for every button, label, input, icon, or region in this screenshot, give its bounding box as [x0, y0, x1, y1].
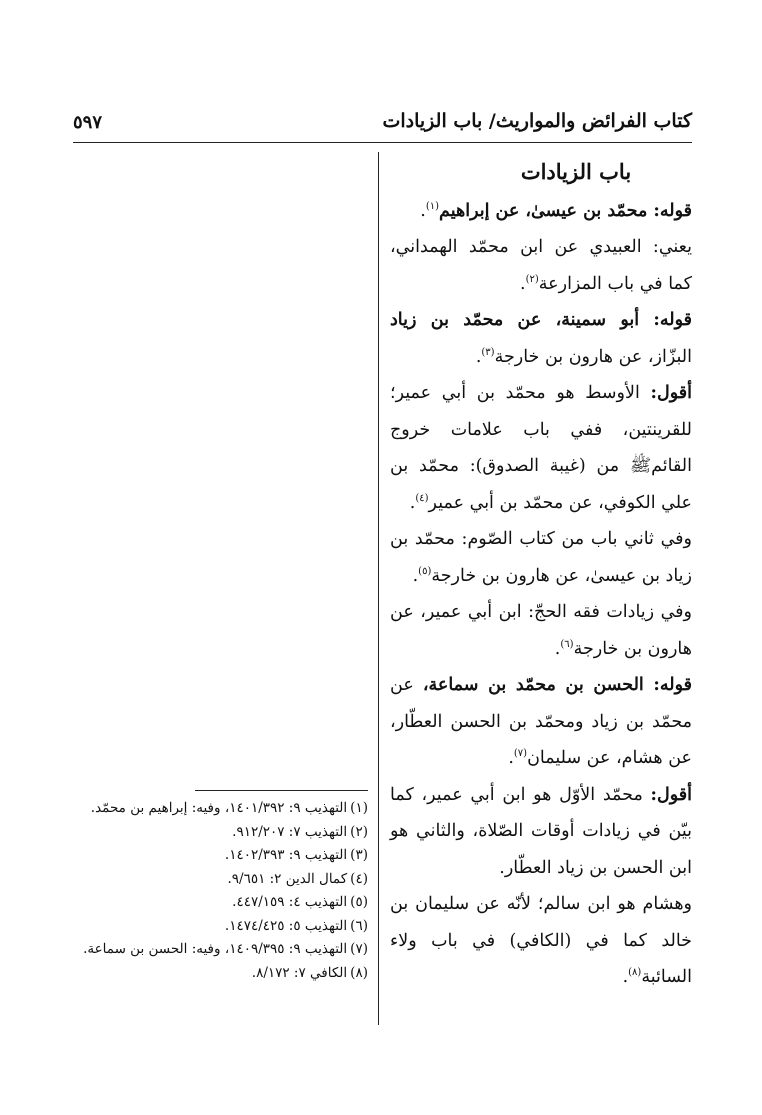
footnote: [70, 891, 368, 915]
paragraph: [390, 886, 692, 996]
footnote-number: (٤): [350, 870, 368, 887]
paragraph-text: البزّاز، عن هارون بن خارجة: [494, 346, 692, 367]
paragraph-tail: .: [520, 273, 526, 294]
paragraph-lead: قوله: محمّد بن عيسىٰ، عن إبراهيم: [439, 200, 692, 221]
footnote: [70, 844, 368, 868]
footnote-text: التهذيب ٩: ١٤٠٢/٣٩٣.: [224, 847, 348, 863]
footnote-rule: [195, 790, 368, 791]
paragraph-tail: .: [554, 638, 561, 659]
footnote-text: التهذيب ٩: ١٤٠١/٣٩٢، وفيه: إبراهيم بن محمّد.: [90, 800, 348, 816]
paragraph-tail: .: [409, 492, 416, 513]
paragraph-text: وفي زيادات فقه الحجّ: ابن أبي عمير، عن هارون بن خارجة: [390, 602, 692, 659]
paragraph: [390, 193, 692, 230]
footnote-ref: (٨): [628, 967, 642, 978]
paragraph-tail: .: [412, 565, 419, 586]
footnote-ref: (١): [425, 200, 440, 212]
page-number: ٥٩٧: [73, 112, 103, 133]
paragraph-text: وفي ثاني باب من كتاب الصّوم: محمّد بن زياد بن عيسىٰ، عن هارون بن خارجة: [390, 529, 692, 586]
footnote-text: التهذيب ٧: ٩١٢/٢٠٧.: [232, 823, 348, 840]
footnote-number: (١): [350, 800, 368, 816]
footnote-ref: (٥): [418, 565, 432, 577]
footnote-number: (٥): [350, 894, 368, 910]
footnote-ref: (٦): [560, 638, 574, 650]
header-rule: [73, 142, 692, 143]
paragraph-tail: .: [622, 967, 629, 987]
column-divider: [378, 152, 379, 1025]
paragraph: [390, 302, 692, 375]
footnote-text: الكافي ٧: ٨/١٧٢.: [251, 964, 348, 981]
footnote-text: التهذيب ٤: ٤٤٧/١٥٩.: [232, 894, 348, 910]
paragraph-text: يعني: العبيدي عن ابن محمّد الهمداني، كما في باب المزارعة: [390, 237, 692, 294]
footnote-number: (٨): [350, 964, 368, 981]
footnote: [70, 821, 368, 845]
paragraph-text: عن محمّد بن زياد ومحمّد بن الحسن العطّار، عن هشام، عن سليمان: [390, 675, 692, 768]
footnote-number: (٧): [350, 941, 368, 957]
paragraph-lead: قوله: الحسن بن محمّد بن سماعة،: [422, 675, 692, 695]
paragraph: [390, 667, 692, 777]
footnotes: [70, 797, 368, 985]
footnote: [70, 938, 368, 962]
running-title: كتاب الفرائض والمواريث/ باب الزيادات: [382, 110, 692, 132]
section-title: باب الزيادات: [520, 159, 632, 184]
footnote-number: (٦): [350, 917, 368, 934]
paragraph-text: وهشام هو ابن سالم؛ لأنّه عن سليمان بن خالد كما في (الكافي) في باب ولاء السائبة: [390, 894, 692, 987]
paragraph: [390, 229, 692, 302]
footnote-number: (٢): [350, 823, 368, 840]
main-text-column: [390, 154, 692, 996]
paragraph: [390, 521, 692, 594]
paragraph-tail: .: [508, 748, 514, 768]
paragraph-text: الأوسط هو محمّد بن أبي عمير؛ للقرينتين، ففي باب علامات خروج القائمﷺ من (غيبة الصدوق): محمّد بن علي الكوفي، عن محمّد بن أبي عمير: [390, 383, 692, 513]
paragraph: [390, 594, 692, 667]
footnote-ref: (٤): [415, 492, 429, 504]
footnote: [70, 962, 368, 986]
footnote-text: التهذيب ٩: ١٤٠٩/٣٩٥، وفيه: الحسن بن سماعة.: [83, 941, 348, 957]
footnote-ref: (٧): [513, 748, 528, 759]
footnote-text: كمال الدين ٢: ٩/٦٥١.: [227, 870, 348, 887]
footnote: [70, 797, 368, 821]
footnote-ref: (٢): [525, 273, 539, 285]
paragraph-tail: .: [420, 200, 426, 221]
footnote: [70, 915, 368, 939]
paragraph: [390, 777, 692, 887]
paragraph: [390, 375, 692, 521]
footnote-text: التهذيب ٥: ١٤٧٤/٤٢٥.: [224, 917, 348, 934]
footnote-number: (٣): [350, 847, 368, 863]
footnote-ref: (٣): [481, 346, 495, 358]
paragraph-lead: أقول:: [650, 784, 692, 805]
paragraph-lead: قوله: أبو سمينة، عن محمّد بن زياد: [390, 310, 692, 330]
paragraph-text: محمّد الأوّل هو ابن أبي عمير، كما بيّن في زيادات أوقات الصّلاة، والثاني هو ابن الحسن بن زياد العطّار.: [390, 784, 692, 878]
paragraph-lead: أقول:: [650, 383, 692, 403]
footnote: [70, 868, 368, 892]
paragraph-tail: .: [475, 346, 482, 367]
